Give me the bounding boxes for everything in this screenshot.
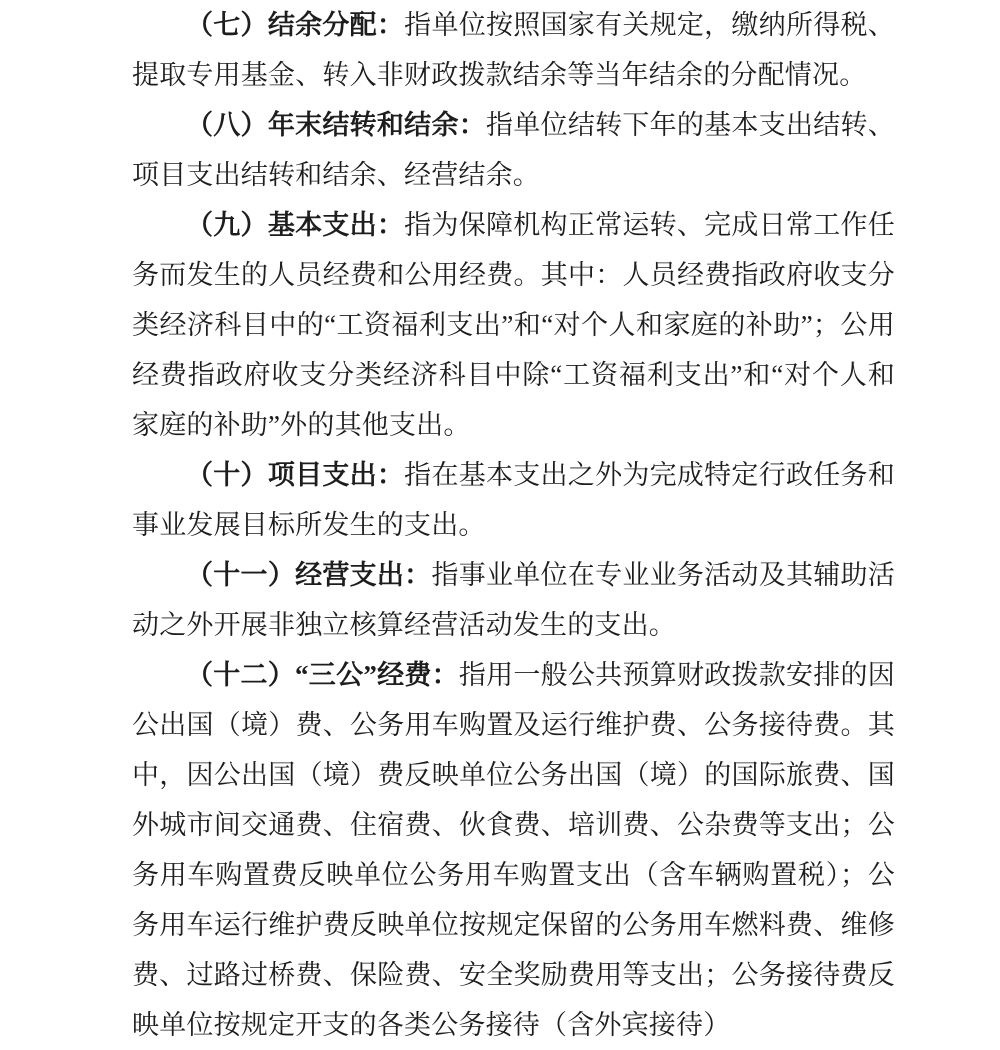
definition-text: 指为保障机构正常运转、完成日常工作任务而发生的人员经费和公用经费。其中：人员经费指政府收支分类经济科目中的“工资福利支出”和“对个人和家庭的补助”；公用经费指政府收支分类经济科目中除“工资福利支出”和“对个人和家庭的补助”外的其他支出。 xyxy=(132,210,895,440)
definition-paragraph xyxy=(132,450,895,550)
definition-paragraph xyxy=(132,0,895,100)
definition-paragraph xyxy=(132,550,895,650)
definition-text: 指用一般公共预算财政拨款安排的因公出国（境）费、公务用车购置及运行维护费、公务接待费。其中，因公出国（境）费反映单位公务出国（境）的国际旅费、国外城市间交通费、住宿费、伙食费、培训费、公杂费等支出；公务用车购置费反映单位公务用车购置支出（含车辆购置税）；公务用车运行维护费反映单位按规定保留的公务用车燃料费、维修费、过路过桥费、保险费、安全奖励费用等支出；公务接待费反映单位按规定开支的各类公务接待（含外宾接待） xyxy=(132,660,895,1040)
definition-text: 指在基本支出之外为完成特定行政任务和事业发展目标所发生的支出。 xyxy=(132,460,895,540)
definition-text: 指单位结转下年的基本支出结转、项目支出结转和结余、经营结余。 xyxy=(132,110,896,190)
term-label: （七）结余分配： xyxy=(186,10,405,40)
term-label: （八）年末结转和结余： xyxy=(186,110,486,140)
definition-paragraph xyxy=(132,650,895,1050)
term-label: （十二）“三公”经费： xyxy=(186,660,459,690)
term-label: （十一）经营支出： xyxy=(186,560,432,590)
definition-paragraph xyxy=(132,100,895,200)
document-body xyxy=(132,0,895,1050)
term-label: （九）基本支出： xyxy=(186,210,405,240)
definition-text: 指单位按照国家有关规定，缴纳所得税、提取专用基金、转入非财政拨款结余等当年结余的分配情况。 xyxy=(132,10,895,90)
definition-paragraph xyxy=(132,200,895,450)
term-label: （十）项目支出： xyxy=(186,460,405,490)
definition-text: 指事业单位在专业业务活动及其辅助活动之外开展非独立核算经营活动发生的支出。 xyxy=(132,560,895,640)
